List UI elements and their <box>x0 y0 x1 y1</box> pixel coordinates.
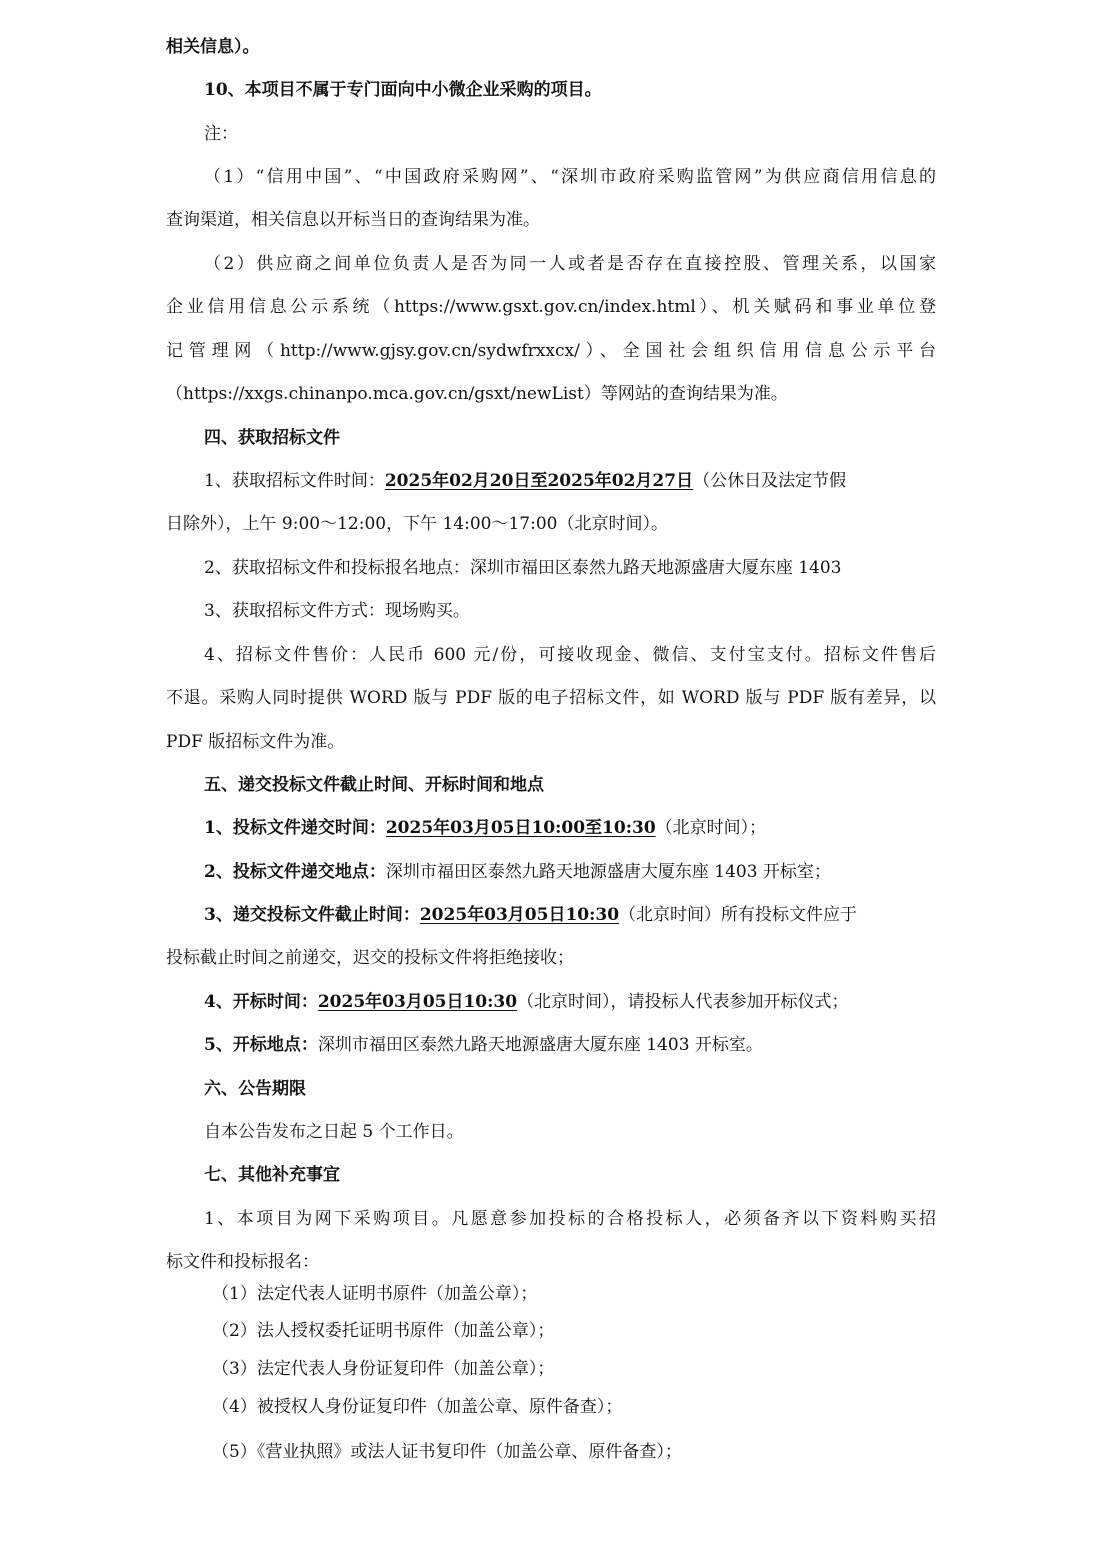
section-5-item-5 <box>0 1033 1100 1057</box>
section-5-item-4 <box>0 990 1100 1014</box>
note-2-line-4: （https://xxgs.chinanpo.mca.gov.cn/gsxt/newList）等网站的查询结果为准。 <box>166 384 788 404</box>
section-4-item-4: 4、招标文件售价：人民币 600 元/份，可接收现金、微信、支付宝支付。招标文件售后 <box>204 645 936 665</box>
section-4-item-2: 2、获取招标文件和投标报名地点：深圳市福田区泰然九路天地源盛唐大厦东座 1403 <box>204 558 842 578</box>
submit-time: 2025年03月05日10:00至10:30 <box>385 818 656 838</box>
item-label: 1、获取招标文件时间： <box>204 471 385 491</box>
item-note: （公休日及法定节假 <box>693 471 847 491</box>
list-item: （4）被授权人身份证复印件（加盖公章、原件备查）； <box>212 1397 623 1417</box>
section-7-item-1: 1、本项目为网下采购项目。凡愿意参加投标的合格投标人，必须备齐以下资料购买招 <box>204 1209 936 1229</box>
item-label: 5、开标地点： <box>204 1035 318 1055</box>
text-line: 相关信息）。 <box>166 37 260 57</box>
section-4-item-1-cont: 日除外），上午 9:00～12:00，下午 14:00～17:00（北京时间）。 <box>166 514 668 534</box>
list-item: （3）法定代表人身份证复印件（加盖公章）； <box>212 1359 555 1379</box>
item-label: 4、开标时间： <box>204 992 318 1012</box>
section-6-heading: 六、公告期限 <box>204 1079 306 1099</box>
item-label: 2、投标文件递交地点： <box>204 862 386 882</box>
section-4-item-1 <box>0 469 1100 493</box>
note-1-line-2: 查询渠道，相关信息以开标当日的查询结果为准。 <box>166 210 540 230</box>
item-note: （北京时间）所有投标文件应于 <box>619 905 858 925</box>
section-7-heading: 七、其他补充事宜 <box>204 1165 340 1185</box>
section-5-heading: 五、递交投标文件截止时间、开标时间和地点 <box>204 775 544 795</box>
note-2-line-3: 记管理网（http://www.gjsy.gov.cn/sydwfrxxcx/）、全国社会组织信用信息公示平台 <box>166 341 936 361</box>
note-label: 注： <box>204 124 238 144</box>
list-item: （5）《营业执照》或法人证书复印件（加盖公章、原件备查）； <box>212 1442 682 1462</box>
section-5-item-1 <box>0 816 1100 840</box>
deadline: 2025年03月05日10:30 <box>419 905 620 925</box>
note-2-line-2: 企业信用信息公示系统（https://www.gsxt.gov.cn/index.html）、机关赋码和事业单位登 <box>166 297 936 317</box>
section-5-item-3 <box>0 903 1100 927</box>
submit-location: 深圳市福田区泰然九路天地源盛唐大厦东座 1403 开标室； <box>385 862 831 882</box>
section-5-item-2 <box>0 860 1100 884</box>
section-5-item-3-cont: 投标截止时间之前递交，迟交的投标文件将拒绝接收； <box>166 948 574 968</box>
section-4-item-3: 3、获取招标文件方式：现场购买。 <box>204 601 470 621</box>
note-2-line-1: （2）供应商之间单位负责人是否为同一人或者是否存在直接控股、管理关系，以国家 <box>204 254 936 274</box>
note-1-line-1: （1）“信用中国”、“中国政府采购网”、“深圳市政府采购监管网”为供应商信用信息的 <box>204 167 936 187</box>
opening-location: 深圳市福田区泰然九路天地源盛唐大厦东座 1403 开标室。 <box>317 1035 763 1055</box>
item-label: 1、投标文件递交时间： <box>204 818 386 838</box>
item-note: （北京时间）； <box>655 818 767 838</box>
item-note: （北京时间），请投标人代表参加开标仪式； <box>517 992 849 1012</box>
section-4-item-4-cont: 不退。采购人同时提供 WORD 版与 PDF 版的电子招标文件，如 WORD 版与 PDF 版有差异，以 <box>166 688 936 708</box>
section-4-heading: 四、获取招标文件 <box>204 428 340 448</box>
item-label: 3、递交投标文件截止时间： <box>204 905 420 925</box>
date-range: 2025年02月20日至2025年02月27日 <box>384 471 694 491</box>
list-item: （1）法定代表人证明书原件（加盖公章）； <box>212 1284 538 1304</box>
section-7-item-1-cont: 标文件和投标报名： <box>166 1252 319 1272</box>
list-item: （2）法人授权委托证明书原件（加盖公章）； <box>212 1321 555 1341</box>
section-6-text: 自本公告发布之日起 5 个工作日。 <box>204 1122 464 1142</box>
section-4-item-4-end: PDF 版招标文件为准。 <box>166 732 345 752</box>
opening-time: 2025年03月05日10:30 <box>317 992 518 1012</box>
clause-10: 10、本项目不属于专门面向中小微企业采购的项目。 <box>204 80 602 100</box>
